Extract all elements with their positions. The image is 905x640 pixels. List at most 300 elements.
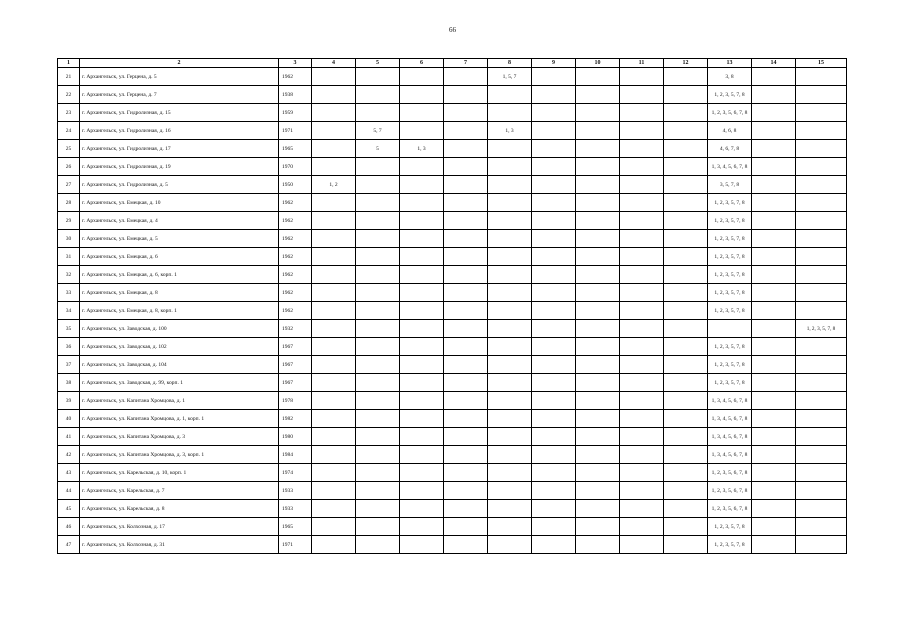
column-header-5: 5 — [356, 59, 400, 68]
col-15-cell — [796, 122, 847, 140]
col-12-cell — [664, 482, 708, 500]
col-10-cell — [576, 374, 620, 392]
col-7-cell — [444, 446, 488, 464]
col-11-cell — [620, 68, 664, 86]
address-cell: г. Архангельск, ул. Гидролизная, д. 16 — [80, 122, 279, 140]
col-12-cell — [664, 320, 708, 338]
col-6-cell — [400, 356, 444, 374]
col-11-cell — [620, 392, 664, 410]
col-4-cell — [312, 266, 356, 284]
col-11-cell — [620, 482, 664, 500]
col-5-cell — [356, 68, 400, 86]
row-number-cell: 37 — [58, 356, 80, 374]
col-7-cell — [444, 230, 488, 248]
col-13-cell: 1, 2, 3, 5, 7, 8 — [708, 194, 752, 212]
column-header-10: 10 — [576, 59, 620, 68]
row-number-cell: 44 — [58, 482, 80, 500]
address-cell: г. Архангельск, ул. Емецкая, д. 4 — [80, 212, 279, 230]
col-6-cell — [400, 212, 444, 230]
table-row — [58, 230, 847, 248]
year-built-cell: 1967 — [279, 338, 312, 356]
col-5-cell — [356, 500, 400, 518]
col-8-cell — [488, 536, 532, 554]
col-11-cell — [620, 86, 664, 104]
table-row — [58, 320, 847, 338]
col-7-cell — [444, 248, 488, 266]
col-9-cell — [532, 266, 576, 284]
col-9-cell — [532, 230, 576, 248]
col-13-cell: 1, 2, 3, 5, 7, 8 — [708, 248, 752, 266]
row-number-cell: 39 — [58, 392, 80, 410]
col-10-cell — [576, 464, 620, 482]
address-cell: г. Архангельск, ул. Герцена, д. 7 — [80, 86, 279, 104]
col-7-cell — [444, 140, 488, 158]
col-13-cell: 1, 2, 3, 5, 6, 7, 8 — [708, 500, 752, 518]
row-number-cell: 33 — [58, 284, 80, 302]
col-9-cell — [532, 338, 576, 356]
col-12-cell — [664, 356, 708, 374]
col-8-cell — [488, 518, 532, 536]
table-row — [58, 176, 847, 194]
col-7-cell — [444, 122, 488, 140]
table-row — [58, 356, 847, 374]
table-body — [58, 68, 847, 554]
col-11-cell — [620, 302, 664, 320]
col-12-cell — [664, 374, 708, 392]
year-built-cell: 1962 — [279, 230, 312, 248]
col-13-cell: 4, 6, 8 — [708, 122, 752, 140]
col-9-cell — [532, 320, 576, 338]
col-10-cell — [576, 248, 620, 266]
col-15-cell — [796, 356, 847, 374]
col-5-cell — [356, 374, 400, 392]
col-13-cell: 4, 6, 7, 8 — [708, 140, 752, 158]
col-13-cell: 1, 2, 3, 5, 7, 8 — [708, 266, 752, 284]
col-12-cell — [664, 248, 708, 266]
col-5-cell — [356, 158, 400, 176]
col-10-cell — [576, 122, 620, 140]
column-header-6: 6 — [400, 59, 444, 68]
col-5-cell — [356, 248, 400, 266]
year-built-cell: 1967 — [279, 374, 312, 392]
table-row — [58, 428, 847, 446]
col-6-cell — [400, 176, 444, 194]
col-6-cell — [400, 428, 444, 446]
row-number-cell: 36 — [58, 338, 80, 356]
address-cell: г. Архангельск, ул. Гидролизная, д. 19 — [80, 158, 279, 176]
col-15-cell — [796, 194, 847, 212]
col-9-cell — [532, 284, 576, 302]
table-row — [58, 284, 847, 302]
address-cell: г. Архангельск, ул. Капитана Хромцова, д. 1 — [80, 392, 279, 410]
address-cell: г. Архангельск, ул. Карельская, д. 8 — [80, 500, 279, 518]
col-4-cell — [312, 68, 356, 86]
col-15-cell — [796, 410, 847, 428]
year-built-cell: 1962 — [279, 266, 312, 284]
col-6-cell — [400, 86, 444, 104]
col-10-cell — [576, 356, 620, 374]
col-8-cell — [488, 482, 532, 500]
col-14-cell — [752, 338, 796, 356]
col-11-cell — [620, 410, 664, 428]
col-5-cell: 5 — [356, 140, 400, 158]
col-12-cell — [664, 536, 708, 554]
col-10-cell — [576, 536, 620, 554]
col-4-cell — [312, 392, 356, 410]
col-7-cell — [444, 536, 488, 554]
col-14-cell — [752, 140, 796, 158]
col-5-cell — [356, 464, 400, 482]
col-15-cell — [796, 446, 847, 464]
row-number-cell: 32 — [58, 266, 80, 284]
col-14-cell — [752, 446, 796, 464]
col-4-cell — [312, 122, 356, 140]
col-8-cell — [488, 194, 532, 212]
year-built-cell: 1933 — [279, 500, 312, 518]
col-13-cell: 1, 2, 3, 5, 7, 8 — [708, 374, 752, 392]
year-built-cell: 1980 — [279, 428, 312, 446]
col-14-cell — [752, 482, 796, 500]
col-15-cell — [796, 68, 847, 86]
col-15-cell — [796, 86, 847, 104]
col-10-cell — [576, 482, 620, 500]
register-table — [57, 58, 847, 554]
table-row — [58, 500, 847, 518]
table-row — [58, 122, 847, 140]
col-8-cell — [488, 446, 532, 464]
col-12-cell — [664, 428, 708, 446]
year-built-cell: 1974 — [279, 464, 312, 482]
col-12-cell — [664, 518, 708, 536]
table-row — [58, 536, 847, 554]
col-4-cell — [312, 428, 356, 446]
col-9-cell — [532, 140, 576, 158]
column-header-9: 9 — [532, 59, 576, 68]
address-cell: г. Архангельск, ул. Карельская, д. 7 — [80, 482, 279, 500]
col-8-cell — [488, 140, 532, 158]
col-4-cell — [312, 500, 356, 518]
table-row — [58, 482, 847, 500]
row-number-cell: 35 — [58, 320, 80, 338]
col-9-cell — [532, 176, 576, 194]
col-11-cell — [620, 374, 664, 392]
col-12-cell — [664, 284, 708, 302]
col-5-cell — [356, 284, 400, 302]
row-number-cell: 28 — [58, 194, 80, 212]
col-10-cell — [576, 284, 620, 302]
col-13-cell: 1, 2, 3, 5, 7, 8 — [708, 518, 752, 536]
col-14-cell — [752, 410, 796, 428]
col-5-cell — [356, 392, 400, 410]
year-built-cell: 1978 — [279, 392, 312, 410]
col-14-cell — [752, 248, 796, 266]
col-5-cell — [356, 320, 400, 338]
col-12-cell — [664, 266, 708, 284]
year-built-cell: 1962 — [279, 212, 312, 230]
col-7-cell — [444, 500, 488, 518]
col-5-cell — [356, 410, 400, 428]
col-10-cell — [576, 410, 620, 428]
col-12-cell — [664, 500, 708, 518]
table-row — [58, 338, 847, 356]
col-8-cell — [488, 284, 532, 302]
table-row — [58, 392, 847, 410]
row-number-cell: 47 — [58, 536, 80, 554]
col-6-cell — [400, 302, 444, 320]
year-built-cell: 1959 — [279, 104, 312, 122]
address-cell: г. Архангельск, ул. Капитана Хромцова, д. 3, корп. 1 — [80, 446, 279, 464]
col-15-cell — [796, 230, 847, 248]
col-10-cell — [576, 428, 620, 446]
year-built-cell: 1962 — [279, 248, 312, 266]
col-11-cell — [620, 266, 664, 284]
table-row — [58, 68, 847, 86]
address-cell: г. Архангельск, ул. Заводская, д. 104 — [80, 356, 279, 374]
col-10-cell — [576, 230, 620, 248]
year-built-cell: 1971 — [279, 122, 312, 140]
row-number-cell: 25 — [58, 140, 80, 158]
col-12-cell — [664, 194, 708, 212]
col-9-cell — [532, 212, 576, 230]
col-15-cell — [796, 464, 847, 482]
col-4-cell — [312, 158, 356, 176]
row-number-cell: 29 — [58, 212, 80, 230]
row-number-cell: 43 — [58, 464, 80, 482]
year-built-cell: 1965 — [279, 518, 312, 536]
address-cell: г. Архангельск, ул. Колхозная, д. 17 — [80, 518, 279, 536]
col-13-cell — [708, 320, 752, 338]
col-11-cell — [620, 122, 664, 140]
table-row — [58, 410, 847, 428]
col-12-cell — [664, 86, 708, 104]
col-7-cell — [444, 86, 488, 104]
col-5-cell — [356, 338, 400, 356]
col-12-cell — [664, 158, 708, 176]
table-header — [58, 59, 847, 68]
col-7-cell — [444, 212, 488, 230]
row-number-cell: 24 — [58, 122, 80, 140]
col-11-cell — [620, 140, 664, 158]
col-12-cell — [664, 68, 708, 86]
col-8-cell — [488, 248, 532, 266]
page-number: 66 — [449, 26, 456, 34]
column-header-1: 1 — [58, 59, 80, 68]
row-number-cell: 27 — [58, 176, 80, 194]
col-14-cell — [752, 68, 796, 86]
col-6-cell — [400, 374, 444, 392]
year-built-cell: 1962 — [279, 302, 312, 320]
col-6-cell — [400, 320, 444, 338]
col-13-cell: 3, 5, 7, 8 — [708, 176, 752, 194]
col-15-cell — [796, 248, 847, 266]
col-15-cell — [796, 176, 847, 194]
row-number-cell: 40 — [58, 410, 80, 428]
col-14-cell — [752, 158, 796, 176]
col-4-cell — [312, 230, 356, 248]
column-header-8: 8 — [488, 59, 532, 68]
col-7-cell — [444, 266, 488, 284]
col-7-cell — [444, 410, 488, 428]
col-8-cell — [488, 428, 532, 446]
col-11-cell — [620, 230, 664, 248]
col-10-cell — [576, 140, 620, 158]
column-header-15: 15 — [796, 59, 847, 68]
col-14-cell — [752, 356, 796, 374]
col-12-cell — [664, 230, 708, 248]
col-12-cell — [664, 392, 708, 410]
col-5-cell — [356, 104, 400, 122]
col-8-cell — [488, 500, 532, 518]
col-5-cell: 5, 7 — [356, 122, 400, 140]
column-header-7: 7 — [444, 59, 488, 68]
table-row — [58, 212, 847, 230]
address-cell: г. Архангельск, ул. Заводская, д. 100 — [80, 320, 279, 338]
col-6-cell — [400, 194, 444, 212]
col-9-cell — [532, 68, 576, 86]
col-4-cell — [312, 464, 356, 482]
col-8-cell: 1, 3 — [488, 122, 532, 140]
col-10-cell — [576, 446, 620, 464]
col-8-cell — [488, 356, 532, 374]
col-6-cell — [400, 482, 444, 500]
col-8-cell — [488, 230, 532, 248]
col-15-cell — [796, 158, 847, 176]
col-9-cell — [532, 302, 576, 320]
col-12-cell — [664, 464, 708, 482]
col-8-cell — [488, 176, 532, 194]
address-cell: г. Архангельск, ул. Емецкая, д. 8, корп. 1 — [80, 302, 279, 320]
col-12-cell — [664, 446, 708, 464]
col-14-cell — [752, 464, 796, 482]
col-13-cell: 1, 2, 3, 5, 7, 8 — [708, 302, 752, 320]
col-11-cell — [620, 464, 664, 482]
col-8-cell — [488, 104, 532, 122]
address-cell: г. Архангельск, ул. Емецкая, д. 6 — [80, 248, 279, 266]
year-built-cell: 1982 — [279, 410, 312, 428]
address-cell: г. Архангельск, ул. Емецкая, д. 10 — [80, 194, 279, 212]
col-13-cell: 1, 3, 4, 5, 6, 7, 8 — [708, 158, 752, 176]
col-15-cell — [796, 374, 847, 392]
col-8-cell — [488, 302, 532, 320]
col-14-cell — [752, 500, 796, 518]
col-15-cell — [796, 338, 847, 356]
col-11-cell — [620, 356, 664, 374]
col-5-cell — [356, 536, 400, 554]
col-10-cell — [576, 86, 620, 104]
col-15-cell: 1, 2, 3, 5, 7, 8 — [796, 320, 847, 338]
col-4-cell — [312, 356, 356, 374]
col-4-cell — [312, 374, 356, 392]
col-6-cell — [400, 464, 444, 482]
table-row — [58, 374, 847, 392]
col-6-cell — [400, 122, 444, 140]
col-5-cell — [356, 482, 400, 500]
address-cell: г. Архангельск, ул. Гидролизная, д. 15 — [80, 104, 279, 122]
col-12-cell — [664, 176, 708, 194]
col-4-cell — [312, 140, 356, 158]
row-number-cell: 31 — [58, 248, 80, 266]
col-13-cell: 1, 2, 3, 5, 6, 7, 8 — [708, 464, 752, 482]
col-4-cell — [312, 212, 356, 230]
col-13-cell: 1, 2, 3, 5, 7, 8 — [708, 86, 752, 104]
col-9-cell — [532, 428, 576, 446]
row-number-cell: 34 — [58, 302, 80, 320]
col-10-cell — [576, 500, 620, 518]
row-number-cell: 42 — [58, 446, 80, 464]
col-10-cell — [576, 338, 620, 356]
col-10-cell — [576, 176, 620, 194]
table-row — [58, 140, 847, 158]
table-row — [58, 464, 847, 482]
col-12-cell — [664, 410, 708, 428]
col-11-cell — [620, 536, 664, 554]
col-5-cell — [356, 176, 400, 194]
address-cell: г. Архангельск, ул. Карельская, д. 10, корп. 1 — [80, 464, 279, 482]
col-4-cell — [312, 536, 356, 554]
col-14-cell — [752, 104, 796, 122]
col-4-cell — [312, 446, 356, 464]
row-number-cell: 45 — [58, 500, 80, 518]
col-7-cell — [444, 194, 488, 212]
col-8-cell — [488, 86, 532, 104]
col-11-cell — [620, 428, 664, 446]
col-14-cell — [752, 230, 796, 248]
year-built-cell: 1950 — [279, 176, 312, 194]
col-7-cell — [444, 338, 488, 356]
col-7-cell — [444, 374, 488, 392]
col-15-cell — [796, 140, 847, 158]
col-11-cell — [620, 284, 664, 302]
col-4-cell — [312, 284, 356, 302]
col-10-cell — [576, 104, 620, 122]
column-header-11: 11 — [620, 59, 664, 68]
col-9-cell — [532, 500, 576, 518]
year-built-cell: 1984 — [279, 446, 312, 464]
col-4-cell — [312, 518, 356, 536]
col-15-cell — [796, 266, 847, 284]
year-built-cell: 1932 — [279, 320, 312, 338]
col-5-cell — [356, 518, 400, 536]
col-11-cell — [620, 176, 664, 194]
col-7-cell — [444, 518, 488, 536]
col-7-cell — [444, 284, 488, 302]
table-row — [58, 302, 847, 320]
col-8-cell — [488, 464, 532, 482]
column-header-4: 4 — [312, 59, 356, 68]
year-built-cell: 1970 — [279, 158, 312, 176]
col-7-cell — [444, 482, 488, 500]
col-14-cell — [752, 392, 796, 410]
address-cell: г. Архангельск, ул. Капитана Хромцова, д. 1, корп. 1 — [80, 410, 279, 428]
col-9-cell — [532, 86, 576, 104]
table-row — [58, 158, 847, 176]
col-13-cell: 1, 2, 3, 5, 7, 8 — [708, 536, 752, 554]
col-15-cell — [796, 212, 847, 230]
col-15-cell — [796, 284, 847, 302]
col-14-cell — [752, 536, 796, 554]
col-7-cell — [444, 392, 488, 410]
col-10-cell — [576, 320, 620, 338]
col-12-cell — [664, 302, 708, 320]
col-9-cell — [532, 356, 576, 374]
col-11-cell — [620, 500, 664, 518]
col-8-cell — [488, 410, 532, 428]
col-11-cell — [620, 194, 664, 212]
row-number-cell: 46 — [58, 518, 80, 536]
col-5-cell — [356, 86, 400, 104]
col-12-cell — [664, 212, 708, 230]
address-cell: г. Архангельск, ул. Заводская, д. 102 — [80, 338, 279, 356]
